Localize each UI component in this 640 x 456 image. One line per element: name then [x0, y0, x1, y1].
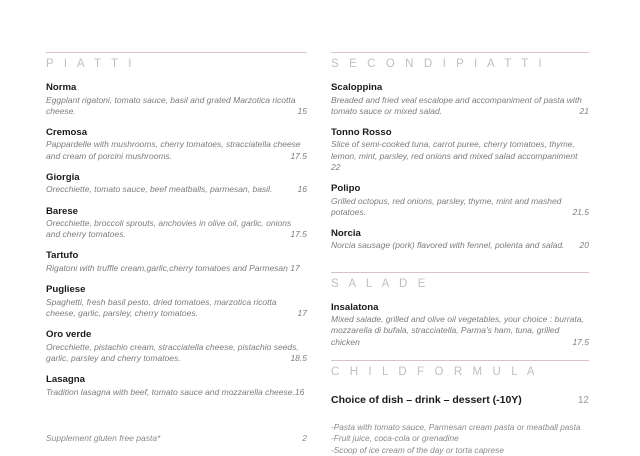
supplement-label: Supplement gluten free pasta* [46, 432, 161, 443]
dish-name: Polipo [331, 183, 361, 195]
dish-description [46, 95, 307, 117]
child-formula-options [331, 422, 589, 456]
dish-description [46, 387, 307, 398]
dish-item [46, 81, 307, 117]
dish-description-text: Orecchiette, tomato sauce, beef meatballs, parmesan, basil. [46, 184, 273, 195]
dish-description-text: Slice of semi-cooked tuna, carrot puree, cherry tomatoes, thyme, lemon, mint, parsley, red onions and mixed salad accompaniment [331, 139, 578, 161]
dish-description [331, 196, 589, 218]
child-formula-option: -Scoop of ice cream of the day or torta caprese [331, 444, 504, 455]
dish-description-text: Mixed salade, grilled and olive oil vegetables, your choice : burrata, mozzarella di bufala, stracciatella, Parma's ham, tuna, grilled chicken [331, 314, 584, 347]
dish-price: 15 [297, 105, 307, 116]
dish-name: Insalatona [331, 301, 379, 313]
dish-price: 21.5 [572, 206, 589, 217]
dish-description-text: Pappardelle with mushrooms, cherry tomatoes, stracciatella cheese and cream of porcini mushrooms. [46, 139, 301, 161]
dish-price: 21 [579, 105, 589, 116]
child-formula-price: 12 [577, 394, 589, 406]
dish-price: 17 [290, 262, 300, 273]
dish-name: Oro verde [46, 329, 92, 341]
section-divider [46, 52, 307, 53]
dish-description [46, 297, 307, 319]
section-child-formula [331, 360, 589, 380]
dish-name: Pugliese [46, 284, 86, 296]
dish-name: Tartufo [46, 250, 79, 262]
dish-item [46, 126, 307, 162]
dish-description [46, 184, 307, 195]
section-title-child-formula: C H I L D F O R M U L A [331, 365, 539, 378]
section-divider [331, 52, 589, 53]
child-formula-row [331, 393, 589, 408]
dish-name: Lasagna [46, 374, 85, 386]
dish-description-text: Spaghetti, fresh basil pesto, dried tomatoes, marzotica ricotta cheese, garlic, parsley, cherry tomatoes. [46, 296, 277, 318]
menu-column-right [320, 0, 640, 456]
dish-item [46, 283, 307, 319]
dish-name: Norma [46, 82, 77, 93]
child-formula-option: -Fruit juice, coca-cola or grenadine [331, 433, 459, 444]
section-secondi-piatti [331, 52, 589, 72]
dish-name: Norcia [331, 227, 361, 239]
dish-item [46, 249, 307, 274]
supplement-row [46, 432, 307, 444]
section-divider [331, 272, 589, 273]
dish-description-text: Rigatoni with truffle cream,garlic,cherry tomatoes and Parmesan [46, 262, 288, 273]
dish-description-text: Breaded and fried veal escalope and accompaniment of pasta with tomato sauce or mixed salad. [331, 94, 582, 116]
dish-item [331, 182, 589, 218]
dish-description [46, 263, 307, 274]
supplement-price: 2 [302, 432, 307, 443]
section-salade [331, 272, 589, 292]
dish-description-text: Norcia sausage (pork) flavored with fennel, polenta and salad. [331, 240, 565, 251]
dish-description [331, 314, 589, 348]
child-formula-option: -Pasta with tomato sauce, Parmesan cream pasta or meatball pasta [331, 421, 581, 432]
child-formula-label: Choice of dish – drink – dessert (-10Y) [331, 393, 522, 406]
dish-name: Cremosa [46, 126, 88, 138]
dish-description [46, 342, 307, 364]
dish-name: Scaloppina [331, 82, 383, 93]
dish-description-text: Orecchiette, broccoli sprouts, anchovies in olive oil, garlic, onions and cherry tomatoes. [46, 218, 292, 240]
dish-item [46, 328, 307, 364]
dish-price: 16 [297, 184, 307, 195]
dish-description [331, 139, 589, 173]
dish-price: 18.5 [290, 352, 307, 363]
dish-item [46, 205, 307, 241]
dish-name: Giorgia [46, 171, 80, 183]
dish-description [331, 240, 589, 251]
section-title-salade: S A L A D E [331, 277, 429, 290]
section-divider [331, 360, 589, 361]
dish-item [331, 81, 589, 117]
dish-list-salade [331, 301, 589, 348]
dish-item [331, 301, 589, 348]
dish-list-piatti [46, 81, 307, 398]
dish-description-text: Grilled octopus, red onions, parsley, thyme, mint and mashed potatoes. [331, 195, 562, 217]
dish-price: 17.5 [290, 229, 307, 240]
dish-description-text: Orecchiette, pistachio cream, stracciatella cheese, pistachio seeds, garlic, parsley and cherry tomatoes. [46, 341, 299, 363]
section-title-secondi-piatti: S E C O N D I P I A T T I [331, 58, 546, 70]
section-title-piatti: P I A T T I [46, 58, 136, 70]
dish-item [331, 126, 589, 173]
dish-price: 17 [297, 307, 307, 318]
dish-description [331, 95, 589, 117]
dish-name: Barese [46, 205, 79, 217]
dish-price: 17.5 [572, 336, 589, 347]
section-piatti [46, 52, 307, 72]
dish-price: 20 [579, 240, 589, 251]
dish-item [331, 227, 589, 252]
dish-description [46, 218, 307, 240]
dish-item [46, 171, 307, 196]
dish-price: 17.5 [290, 150, 307, 161]
dish-description-text: Tradition lasagna with beef, tomato sauce and mozzarella cheese. [46, 386, 295, 397]
dish-price: 22 [331, 161, 341, 172]
dish-list-secondi [331, 81, 589, 252]
dish-description-text: Eggplant rigatoni, tomato sauce, basil and grated Marzotica ricotta cheese. [46, 94, 296, 116]
dish-name: Tonno Rosso [331, 126, 392, 138]
dish-description [46, 139, 307, 161]
dish-price: 16 [294, 386, 305, 397]
dish-item [46, 373, 307, 398]
